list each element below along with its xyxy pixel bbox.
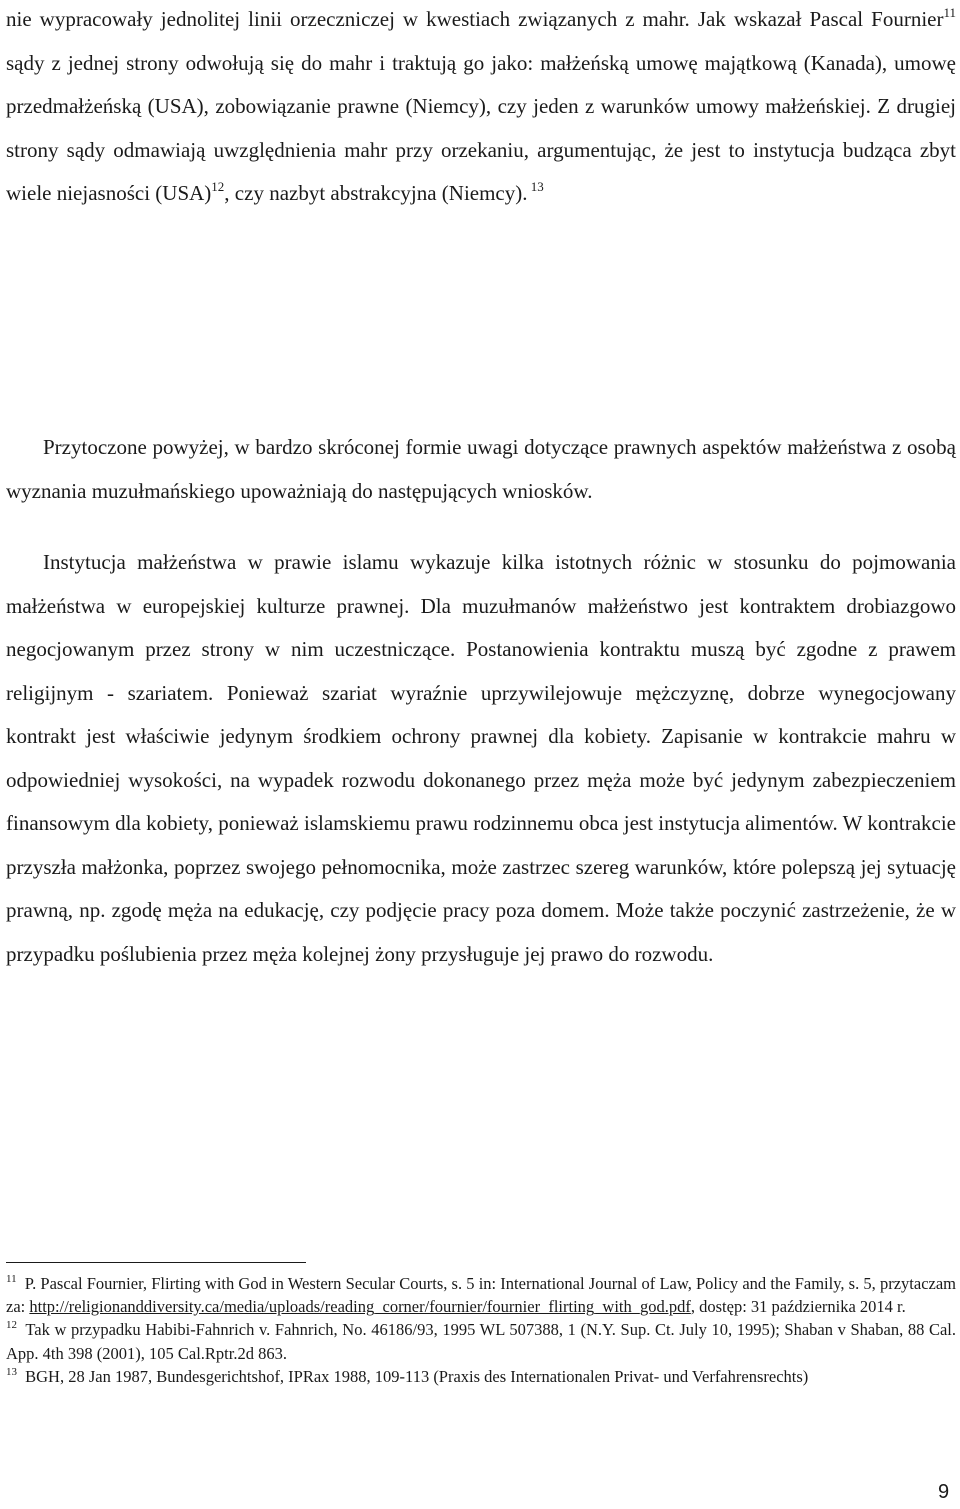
body-paragraph-3: Instytucja małżeństwa w prawie islamu wykazuje kilka istotnych różnic w stosunku do pojmowania małżeństwa w europejskiej kulturze prawnej. Dla muzułmanów małżeństwo jest kontraktem drobiazgowo negocjowanym przez strony w nim uczestniczące. Postanowienia kontraktu muszą być zgodne z prawem religijnym - szariatem. Ponieważ szariat wyraźnie uprzywilejowuje mężczyznę, dobrze wynegocjowany kontrakt jest właściwie jedynym środkiem ochrony prawnej dla kobiety. Zapisanie w kontrakcie mahru w odpowiedniej wysokości, na wypadek rozwodu dokonanego przez męża może być jedynym zabezpieczeniem finansowym dla kobiety, ponieważ islamskiemu prawu rodzinnemu obca jest instytucja alimentów. W kontrakcie przyszła małżonka, poprzez swojego pełnomocnika, może zastrzec szereg warunków, które polepszą jej sytuację prawną, np. zgodę męża na edukację, czy podjęcie pracy poza domem. Może także poczynić zastrzeżenie, że w przypadku poślubienia przez męża kolejnej żony przysługuje jej prawo do rozwodu. bbox=[6, 550, 956, 966]
paragraph-text: sądy z jednej strony odwołują się do mahr i traktują go jako: małżeńską umowę majątkową (Kanada), umowę przedmałżeńską (USA), zobowiązanie prawne (Niemcy), czy jeden z warunków umowy małżeńskiej. Z drugiej strony sądy odmawiają uwzględnienia mahr przy orzekaniu, argumentując, że jest to instytucja budząca zbyt wiele niejasności (USA) bbox=[6, 50, 956, 205]
body-paragraph-2: Przytoczone powyżej, w bardzo skróconej formie uwagi dotyczące prawnych aspektów małżeństwa z osobą wyznania muzułmańskiego upoważniają do następujących wniosków. bbox=[6, 435, 956, 503]
footnote-number: 11 bbox=[6, 1273, 17, 1285]
footnote-ref-11[interactable]: 11 bbox=[943, 5, 956, 20]
footnote-text: BGH, 28 Jan 1987, Bundesgerichtshof, IPRax 1988, 109-113 (Praxis des Internationalen Privat- und Verfahrensrechts) bbox=[21, 1366, 809, 1386]
footnote-text: P. Pascal Fournier, Flirting with God in Western Secular Courts, s. 5 in: International Journal of Law, Policy and the Family, s. 5, przytaczam za: bbox=[6, 1274, 956, 1317]
body-paragraph-1 bbox=[6, 0, 956, 216]
footnote-number: 12 bbox=[6, 1319, 17, 1332]
footnote-text: Tak w przypadku Habibi-Fahnrich v. Fahnrich, No. 46186/93, 1995 WL 507388, 1 (N.Y. Sup. Ct. July 10, 1995); Shaban v Shaban, 88 Cal. App. 4th 398 (2001), 105 Cal.Rptr.2d 863. bbox=[6, 1320, 956, 1363]
paragraph-text: nie wypracowały jednolitej linii orzeczniczej w kwestiach związanych z mahr. Jak wskazał Pascal Fournier bbox=[6, 7, 944, 31]
footnote-ref-13[interactable]: 13 bbox=[527, 179, 544, 194]
footnote-text: , dostęp: 31 października 2014 r. bbox=[690, 1297, 906, 1317]
footnote-number: 13 bbox=[6, 1365, 17, 1378]
footnote-11 bbox=[6, 1272, 956, 1318]
footnote-12 bbox=[6, 1318, 956, 1364]
footnotes bbox=[6, 1272, 956, 1388]
footnote-13 bbox=[6, 1365, 956, 1388]
footnote-link[interactable]: http://religionanddiversity.ca/media/uploads/reading_corner/fournier/fournier_flirting_with_god.pdf bbox=[29, 1297, 691, 1317]
footnote-ref-12[interactable]: 12 bbox=[211, 179, 225, 194]
page-number: 9 bbox=[938, 1481, 950, 1503]
paragraph-text: , czy nazbyt abstrakcyjna (Niemcy). bbox=[224, 181, 528, 205]
footnote-separator bbox=[6, 1262, 306, 1263]
